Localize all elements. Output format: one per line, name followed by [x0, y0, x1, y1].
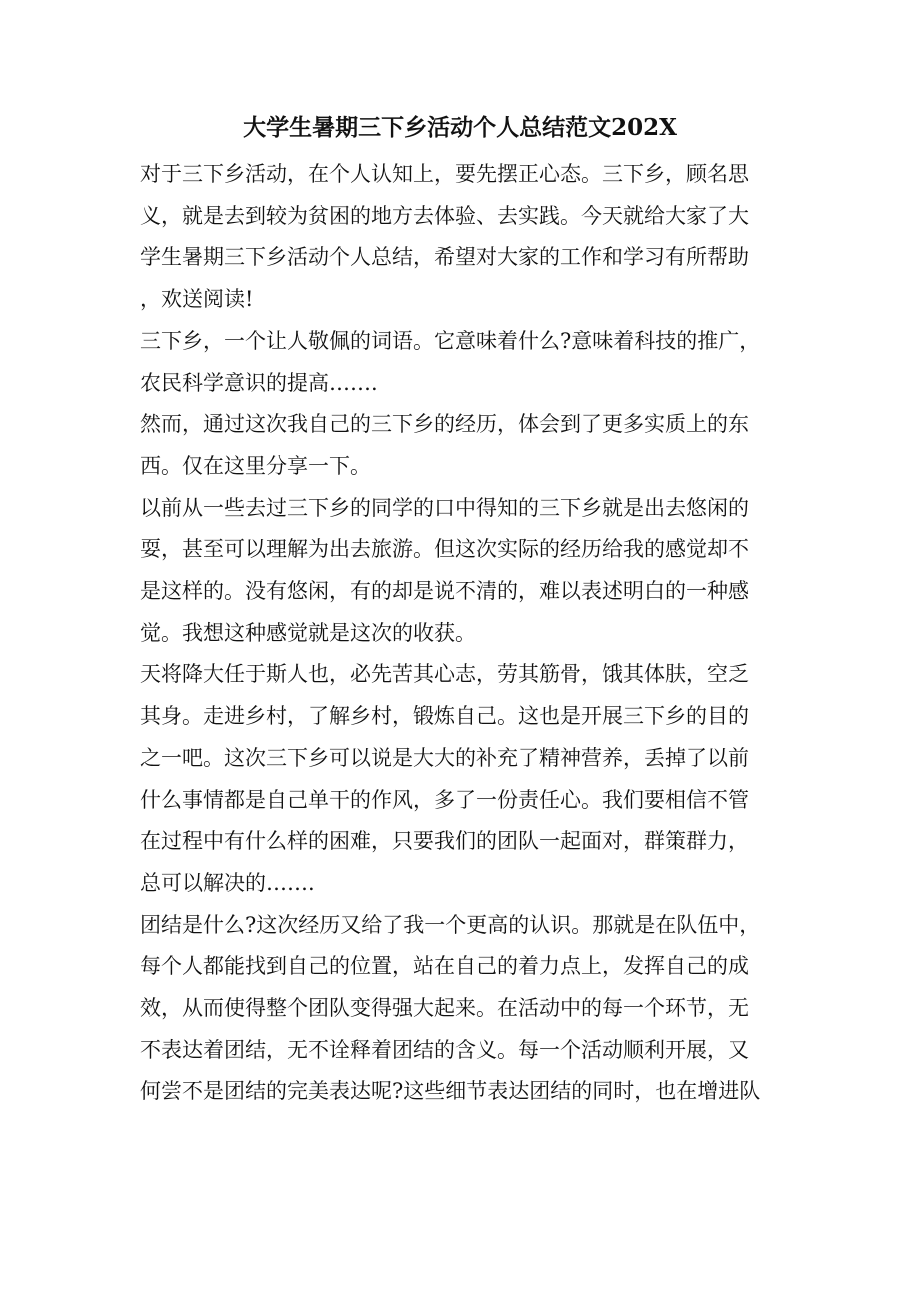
paragraph-expectation: 以前从一些去过三下乡的同学的口中得知的三下乡就是出去悠闲的 耍，甚至可以理解为出去旅游。但这次实际的经历给我的感觉却不 是这样的。没有悠闲，有的却是说不清的，难以表述明白的一种感 觉。我想这种感觉就是这次的收获。	[140, 495, 749, 645]
document-title: 大学生暑期三下乡活动个人总结范文202X	[243, 114, 677, 141]
paragraph-unity: 团结是什么?这次经历又给了我一个更高的认识。那就是在队伍中， 每个人都能找到自己的位置，站在自己的着力点上，发挥自己的成 效，从而使得整个团队变得强大起来。在活动中的每一个环节，无 不表达着团结，无不诠释着团结的含义。每一个活动顺利开展，又 何尝不是团结的完美表达呢?这些细节表达团结的同时，也在增进队	[140, 912, 761, 1104]
document-body	[140, 154, 780, 1113]
paragraph-hardship: 天将降大任于斯人也，必先苦其心志，劳其筋骨，饿其体肤，空乏 其身。走进乡村，了解乡村，锻炼自己。这也是开展三下乡的目的 之一吧。这次三下乡可以说是大大的补充了精神营养，丢掉了以前 什么事情都是自己单干的作风，多了一份责任心。我们要相信不管 在过程中有什么样的困难，只要我们的团队一起面对，群策群力， 总可以解决的…….	[140, 662, 749, 895]
paragraph-intro: 对于三下乡活动，在个人认知上，要先摆正心态。三下乡，顾名思 义，就是去到较为贫困的地方去体验、去实践。今天就给大家了大 学生暑期三下乡活动个人总结，希望对大家的工作和学习有所帮助 ，欢送阅读!	[140, 162, 749, 312]
paragraph-meaning: 三下乡，一个让人敬佩的词语。它意味着什么?意味着科技的推广， 农民科学意识的提高…….	[140, 328, 761, 395]
paragraph-experience: 然而，通过这次我自己的三下乡的经历，体会到了更多实质上的东 西。仅在这里分享一下。	[140, 412, 749, 478]
